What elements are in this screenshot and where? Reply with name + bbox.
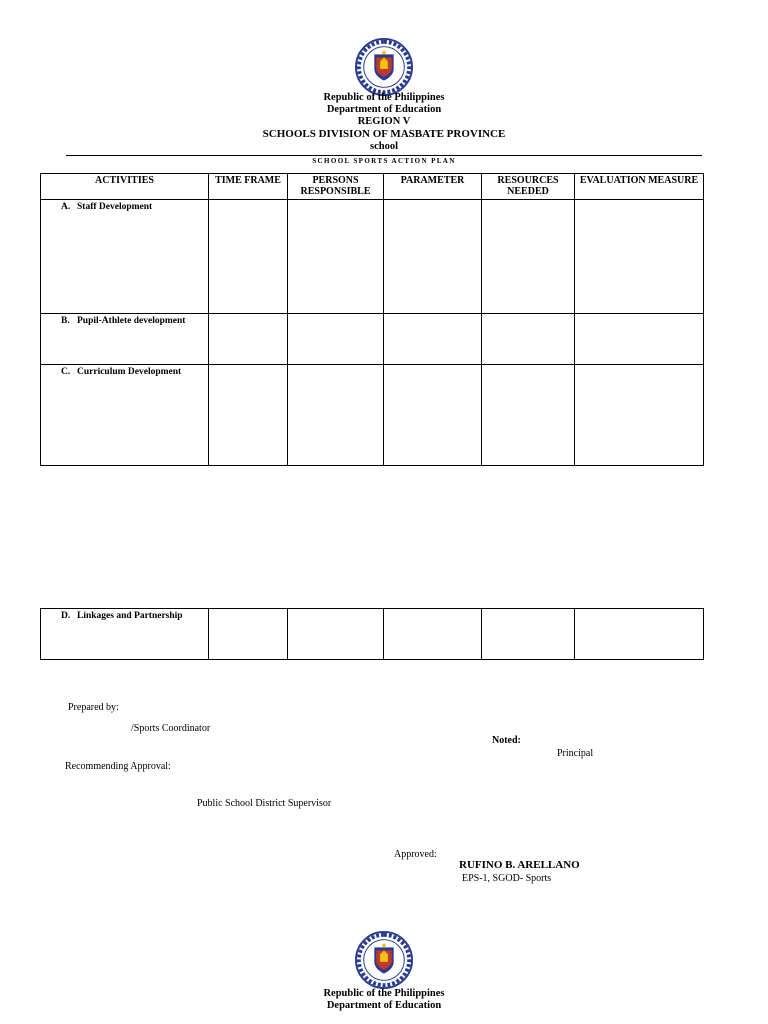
approver-name: RUFINO B. ARELLANO — [459, 859, 580, 871]
table-row — [41, 200, 704, 314]
table-cell[interactable] — [575, 609, 704, 660]
recommending-approval-label: Recommending Approval: — [65, 761, 171, 772]
approved-label: Approved: — [394, 849, 437, 860]
table-cell[interactable] — [288, 200, 384, 314]
table-row — [41, 314, 704, 365]
activity-cell: B. Pupil-Athlete development — [41, 314, 209, 365]
activity-cell: A. Staff Development — [41, 200, 209, 314]
table-cell[interactable] — [575, 200, 704, 314]
principal-label: Principal — [557, 748, 594, 759]
prepared-by-label: Prepared by: — [68, 702, 119, 713]
column-header: RESOURCES NEEDED — [482, 174, 575, 200]
activity-cell: D. Linkages and Partnership — [41, 609, 209, 660]
table-cell[interactable] — [575, 314, 704, 365]
table-cell[interactable] — [288, 314, 384, 365]
noted-label: Noted: — [492, 735, 521, 746]
action-plan-table-continued — [40, 608, 704, 660]
action-plan-table — [40, 173, 704, 466]
deped-seal-icon — [355, 38, 413, 96]
table-cell[interactable] — [209, 365, 288, 466]
table-row — [41, 365, 704, 466]
table-cell[interactable] — [482, 314, 575, 365]
footer-republic: Republic of the Philippines — [323, 988, 445, 999]
header-school: school — [369, 141, 398, 152]
table-cell[interactable] — [482, 365, 575, 466]
approver-title: EPS-1, SGOD- Sports — [462, 873, 552, 884]
table-cell[interactable] — [209, 609, 288, 660]
plan-title: SCHOOL SPORTS ACTION PLAN — [312, 157, 456, 165]
table-cell[interactable] — [288, 365, 384, 466]
column-header: PERSONS RESPONSIBLE — [288, 174, 384, 200]
table-cell[interactable] — [482, 200, 575, 314]
column-header: ACTIVITIES — [41, 174, 209, 200]
supervisor-label: Public School District Supervisor — [197, 798, 332, 809]
footer-department: Department of Education — [326, 1000, 442, 1011]
table-header-row — [41, 174, 704, 200]
table-cell[interactable] — [209, 200, 288, 314]
header-republic: Republic of the Philippines — [323, 92, 445, 103]
column-header: PARAMETER — [384, 174, 482, 200]
table-cell[interactable] — [482, 609, 575, 660]
table-cell[interactable] — [384, 365, 482, 466]
table-cell[interactable] — [288, 609, 384, 660]
table-cell[interactable] — [384, 200, 482, 314]
table-cell[interactable] — [575, 365, 704, 466]
table-cell[interactable] — [384, 314, 482, 365]
table-cell[interactable] — [209, 314, 288, 365]
column-header: TIME FRAME — [209, 174, 288, 200]
column-header: EVALUATION MEASURE — [575, 174, 704, 200]
sports-coordinator-label: /Sports Coordinator — [131, 723, 211, 734]
header-region: REGION V — [357, 116, 411, 127]
header-division: SCHOOLS DIVISION OF MASBATE PROVINCE — [262, 128, 506, 140]
table-cell[interactable] — [384, 609, 482, 660]
activity-cell: C. Curriculum Development — [41, 365, 209, 466]
table-row — [41, 609, 704, 660]
header-divider — [66, 155, 702, 156]
deped-seal-icon — [355, 931, 413, 989]
header-department: Department of Education — [326, 104, 442, 115]
